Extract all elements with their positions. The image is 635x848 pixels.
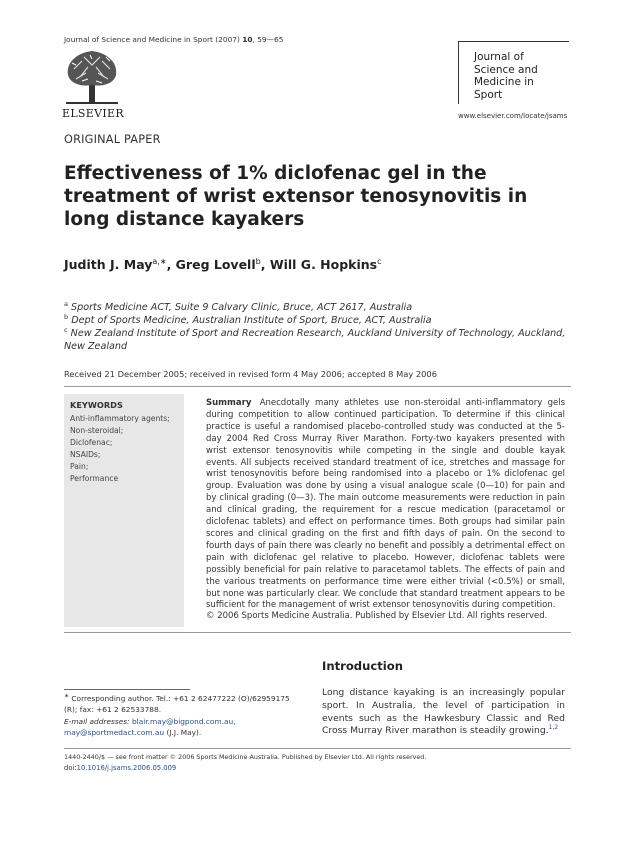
email-link[interactable]: may@sportmedact.com.au: [64, 728, 165, 738]
author-separator: ,: [260, 257, 270, 272]
issn-line: 1440-2440/$ — see front matter © 2006 Sports Medicine Australia. Published by Elsevier Ltd. All rights reserved.: [64, 753, 427, 761]
introduction-paragraph: Long distance kayaking is an increasingly popular sport. In Australia, the level of participation in events such as the Hawkesbury Classic and Red Cross Murray River marathon is steadily growing.: [322, 687, 565, 737]
keyword-item: NSAIDs;: [70, 450, 101, 459]
author-affiliation-mark[interactable]: a,∗: [152, 256, 167, 266]
abstract-text: Anecdotally many athletes use non-steroidal anti-inflammatory gels during competition to allow continued participation. To determine if this clinical practice is useful a randomised placebo-controlled study was conducted at the 5-day 2004 Red Cross Murray River Marathon. Forty-two kayakers presented with wrist extensor tenosynovitis while competing in the single and double kayak events. All subjects received standard treatment of ice, stretches and massage for wrist tenosynovitis before being randomised into a placebo or 1% diclofenac gel group. Evaluation was done by using a visual analogue scale (0—10) for pain and by clinical grading (0—3). The main outcome measurements were reduction in pain and clinical grading, the requirement for a rescue medication (paracetamol or diclofenac tablets) and effect on performance times. Both groups had similar pain scores and clinical grading on the first and fifth days of pain. On the second to fourth days of pain there was clearly no benefit and possibly a detrimental effect on pain with diclofenac gel relative to placebo. However, diclofenac tablets were possibly beneficial for pain relative to paracetamol tablets. The effects of pain and the various treatments on performance time were either trivial (<0.5%) or small, but none was particularly clear. We conclude that standard treatment appears to be sufficient for the management of wrist extensor tenosynovitis during competition.: [206, 398, 565, 611]
affiliation-mark: c: [64, 325, 68, 334]
abstract-copyright: © 2006 Sports Medicine Australia. Published by Elsevier Ltd. All rights reserved.: [206, 611, 548, 621]
footnote-mark: ∗: [64, 692, 70, 700]
footnote-contact: [64, 693, 304, 716]
affiliation-text: Sports Medicine ACT, Suite 9 Calvary Clinic, Bruce, ACT 2617, Australia: [71, 302, 413, 313]
divider: [64, 632, 571, 633]
author-list: [64, 257, 382, 272]
journal-name-box: [458, 41, 570, 109]
keyword-item: Performance: [70, 474, 119, 483]
email-separator: ,: [233, 716, 236, 726]
article-title: Effectiveness of 1% diclofenac gel in the treatment of wrist extensor tenosynovitis in long distance kayakers: [64, 163, 528, 230]
doi-link[interactable]: 10.1016/j.jsams.2006.05.009: [76, 764, 177, 772]
bottom-rule: [64, 748, 571, 749]
corresponding-author-footnote: [64, 693, 304, 739]
journal-volume: 10: [242, 35, 253, 44]
email-owner: (J.J. May).: [164, 728, 202, 738]
keyword-item: Non-steroidal;: [70, 426, 124, 435]
journal-name-line: Sport: [474, 88, 503, 101]
journal-name-line: Medicine in: [474, 76, 534, 88]
abstract-label: Summary: [206, 398, 252, 408]
journal-name-line: Science and: [474, 63, 538, 76]
footnote-rule: [64, 689, 190, 690]
keyword-item: Anti-inflammatory agents;: [70, 414, 170, 423]
section-label: ORIGINAL PAPER: [64, 133, 161, 146]
affiliations: [64, 301, 574, 353]
keyword-item: Diclofenac;: [70, 438, 113, 447]
affiliation-item: [64, 301, 574, 314]
author-name: Will G. Hopkins: [269, 257, 378, 272]
footnote-emails: [64, 716, 304, 739]
email-label: E-mail addresses:: [64, 716, 130, 726]
tree-logo-icon: [62, 49, 122, 105]
abstract: [206, 398, 565, 612]
received-dates: Received 21 December 2005; received in revised form 4 May 2006; accepted 8 May 2006: [64, 369, 437, 379]
author-affiliation-mark[interactable]: c: [377, 256, 382, 266]
keywords-panel: [64, 394, 184, 627]
introduction-heading: Introduction: [322, 659, 403, 673]
keyword-item: Pain;: [70, 462, 89, 471]
divider: [64, 386, 571, 387]
journal-citation-prefix: Journal of Science and Medicine in Sport (2007): [64, 35, 243, 44]
journal-name: [474, 51, 569, 101]
keywords-list: [70, 413, 178, 485]
journal-citation: [64, 35, 283, 44]
affiliation-mark: b: [64, 312, 69, 321]
author-name: Judith J. May: [64, 257, 153, 272]
journal-name-line: Journal of: [474, 51, 524, 63]
affiliation-mark: a: [64, 299, 68, 308]
publisher-name: ELSEVIER: [62, 107, 124, 120]
author-affiliation-mark[interactable]: b: [255, 256, 261, 266]
citation-refs[interactable]: 1,2: [548, 724, 559, 732]
journal-url[interactable]: www.elsevier.com/locate/jsams: [458, 112, 568, 120]
author-name: Greg Lovell: [175, 257, 256, 272]
doi-line: [64, 764, 176, 772]
keywords-heading: KEYWORDS: [70, 400, 123, 410]
affiliation-item: [64, 327, 574, 353]
doi-prefix: doi:: [64, 764, 77, 772]
author-separator: ,: [166, 257, 176, 272]
introduction-text: [322, 687, 565, 738]
email-link[interactable]: blair.may@bigpond.com.au: [131, 716, 234, 726]
elsevier-tree-logo: [62, 49, 122, 105]
journal-pages: , 59—65: [252, 35, 284, 44]
affiliation-text: Dept of Sports Medicine, Australian Institute of Sport, Bruce, ACT, Australia: [71, 315, 432, 326]
affiliation-text: New Zealand Institute of Sport and Recreation Research, Auckland University of Technology, Auckland, New Zealand: [64, 328, 566, 352]
footnote-contact-text: Corresponding author. Tel.: +61 2 62477222 (O)/62959175 (R); fax: +61 2 62533788.: [64, 694, 290, 715]
affiliation-item: [64, 314, 574, 327]
